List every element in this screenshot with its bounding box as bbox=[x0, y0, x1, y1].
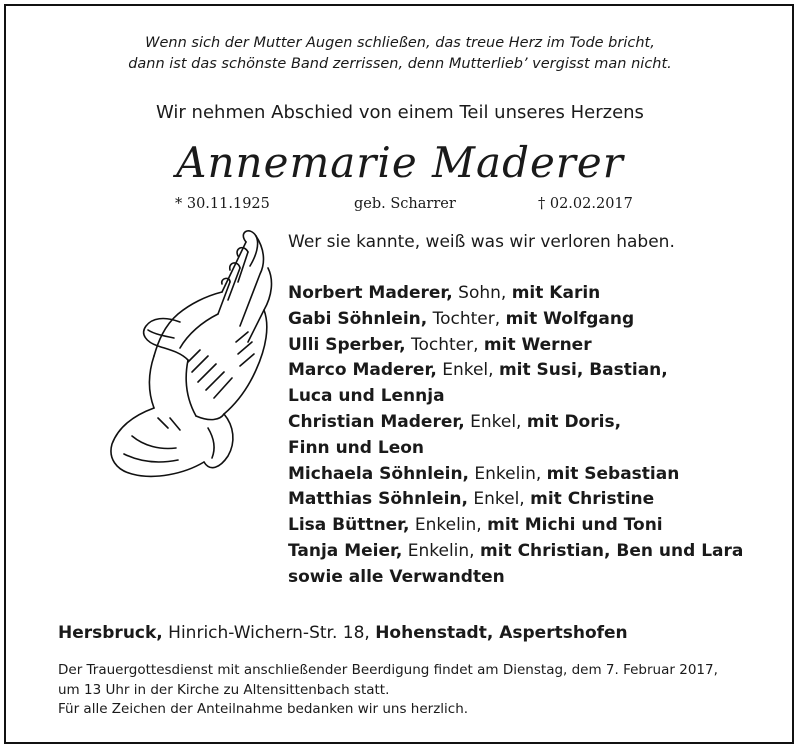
mourner-line bbox=[288, 281, 743, 307]
mourner-line bbox=[288, 487, 743, 513]
mourner-name: Lisa Büttner, bbox=[288, 515, 410, 536]
mourner-line bbox=[288, 333, 743, 359]
address-street: Hinrich-Wichern-Str. 18, bbox=[162, 623, 376, 643]
mourner-line bbox=[288, 565, 743, 591]
mourner-line bbox=[288, 410, 743, 436]
death-date: † 02.02.2017 bbox=[538, 196, 633, 212]
quote: Wer sie kannte, weiß was wir verloren haben. bbox=[288, 232, 675, 252]
mourner-name: Gabi Söhnlein, bbox=[288, 308, 428, 329]
notice-line: um 13 Uhr in der Kirche zu Altensittenbach statt. bbox=[58, 681, 390, 698]
maiden-name: geb. Scharrer bbox=[354, 196, 456, 212]
mourner-name: Christian Maderer, bbox=[288, 411, 465, 432]
mourner-partner: mit Christian, Ben und Lara bbox=[480, 540, 744, 561]
mourner-partner: mit Werner bbox=[483, 334, 592, 355]
mourner-name: Norbert Maderer, bbox=[288, 283, 453, 303]
mourner-line bbox=[288, 384, 743, 410]
mourner-relation: Sohn, bbox=[452, 283, 512, 303]
mourner-line bbox=[288, 358, 743, 384]
intro-text: Wir nehmen Abschied von einem Teil unseres Herzens bbox=[156, 102, 644, 123]
mourner-partner: mit Susi, Bastian, bbox=[498, 360, 668, 381]
mourner-relation: Enkel, bbox=[436, 360, 499, 381]
mourners-list bbox=[288, 281, 743, 591]
mourner-name: Tanja Meier, bbox=[288, 540, 403, 561]
poem-line: dann ist das schönste Band zerrissen, denn Mutterlieb’ vergisst man nicht. bbox=[128, 56, 672, 72]
mourner-line bbox=[288, 513, 743, 539]
mourner-partner: mit Sebastian bbox=[546, 463, 680, 484]
mourner-partner: mit Doris, bbox=[526, 411, 622, 432]
address-other-towns: Hohenstadt, Aspertshofen bbox=[375, 623, 628, 643]
mourner-relation: Enkelin, bbox=[409, 515, 488, 536]
mourner-name: Marco Maderer, bbox=[288, 360, 437, 381]
mourner-name: Matthias Söhnlein, bbox=[288, 489, 468, 510]
mourner-line bbox=[288, 436, 743, 462]
address-town: Hersbruck, bbox=[58, 623, 163, 643]
mourner-partner: mit Christine bbox=[530, 489, 655, 510]
mourner-line bbox=[288, 462, 743, 488]
mourner-relation: Enkel, bbox=[464, 411, 527, 432]
address-line bbox=[58, 623, 628, 643]
poem bbox=[0, 33, 800, 75]
mourner-relation: Enkel, bbox=[467, 489, 531, 510]
mourner-partner: mit Michi und Toni bbox=[487, 515, 663, 536]
funeral-notice bbox=[58, 661, 718, 720]
mourner-name: Michaela Söhnlein, bbox=[288, 463, 470, 484]
mourner-name: sowie alle Verwandten bbox=[288, 566, 505, 587]
mourner-partner: mit Karin bbox=[511, 283, 601, 303]
mourner-relation: Enkelin, bbox=[469, 463, 547, 484]
poem-line: Wenn sich der Mutter Augen schließen, das treue Herz im Tode bricht, bbox=[145, 35, 655, 51]
mourner-relation: Enkelin, bbox=[402, 540, 480, 561]
mourner-name: Finn und Leon bbox=[288, 437, 424, 458]
birth-date: * 30.11.1925 bbox=[175, 196, 270, 212]
mourner-partner: mit Wolfgang bbox=[505, 308, 635, 329]
mourner-name: Ulli Sperber, bbox=[288, 334, 406, 355]
praying-hands-icon bbox=[88, 222, 284, 492]
mourner-relation: Tochter, bbox=[427, 308, 506, 329]
mourner-line bbox=[288, 307, 743, 333]
notice-line: Für alle Zeichen der Anteilnahme bedanken wir uns herzlich. bbox=[58, 701, 469, 717]
mourner-relation: Tochter, bbox=[405, 334, 484, 355]
deceased-name: Annemarie Maderer bbox=[176, 138, 624, 187]
notice-line: Der Trauergottesdienst mit anschließender Beerdigung findet am Dienstag, dem 7. Februar 2017, bbox=[58, 662, 718, 678]
mourner-line bbox=[288, 539, 743, 565]
mourner-name: Luca und Lennja bbox=[288, 386, 445, 407]
